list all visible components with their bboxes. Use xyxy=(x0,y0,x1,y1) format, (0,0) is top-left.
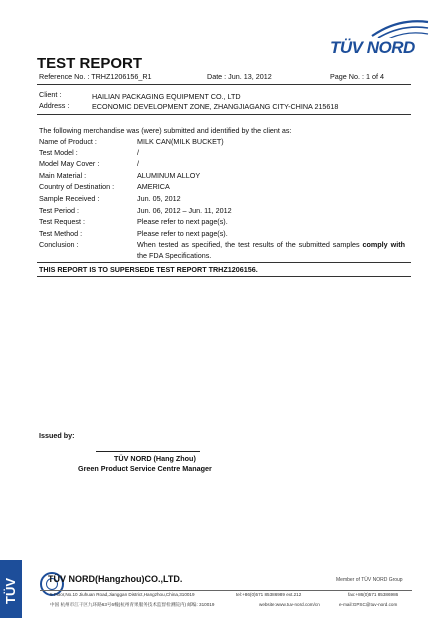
footer-member: Member of TÜV NORD Group xyxy=(336,577,403,583)
conclusion-part: the FDA Specifications. xyxy=(137,250,212,260)
field-value: / xyxy=(137,159,139,168)
client-label: Client : xyxy=(39,90,62,99)
field-value: Jun. 06, 2012 – Jun. 11, 2012 xyxy=(137,206,232,215)
footer-divider xyxy=(40,590,412,591)
client-value: HAILIAN PACKAGING EQUIPMENT CO., LTD xyxy=(92,92,241,101)
field-label: Test Request : xyxy=(39,217,85,226)
footer-address-cn: 中国 杭州市江干区九环路63号6幢(杭州青果服务技术监督检测院内) 邮编: 310019 xyxy=(50,602,215,607)
footer-address-en: 5 Floor,No.10 Jiuhuan Road,Jianggan District,Hangzhou,China,310019 xyxy=(50,592,195,597)
footer-company: TÜV NORD(Hangzhou)CO.,LTD. xyxy=(48,574,183,584)
side-logo-text: TÜV xyxy=(3,578,18,604)
field-label: Main Material : xyxy=(39,171,87,180)
field-label: Name of Product : xyxy=(39,137,97,146)
divider xyxy=(37,84,411,85)
conclusion-text xyxy=(137,240,405,261)
reference-number: Reference No. : TRHZ1206156_R1 xyxy=(39,72,152,81)
field-value: Jun. 05, 2012 xyxy=(137,194,181,203)
field-label: Test Method : xyxy=(39,229,83,238)
signature-line xyxy=(96,451,200,452)
address-label: Address : xyxy=(39,101,70,110)
report-date: Date : Jun. 13, 2012 xyxy=(207,72,272,81)
field-label: Country of Destination : xyxy=(39,182,115,191)
conclusion-emphasis: comply with xyxy=(362,240,405,249)
field-value: / xyxy=(137,148,139,157)
field-label: Test Model : xyxy=(39,148,78,157)
conclusion-part: When tested as specified, the test results of the submitted samples xyxy=(137,240,363,249)
footer-email: e-mail:GPSC@tuv-nord.com xyxy=(339,602,398,607)
issuer-position: Green Product Service Centre Manager xyxy=(78,464,212,473)
logo-text: TÜV NORD xyxy=(330,38,415,57)
field-label: Model May Cover : xyxy=(39,159,100,168)
field-value: MILK CAN(MILK BUCKET) xyxy=(137,137,224,146)
supersede-note: THIS REPORT IS TO SUPERSEDE TEST REPORT TRHZ1206156. xyxy=(39,265,258,274)
field-label: Sample Received : xyxy=(39,194,100,203)
divider xyxy=(37,276,411,277)
issuer-org: TÜV NORD (Hang Zhou) xyxy=(114,454,196,463)
footer-fax: fax:+86(0)571 85386986 xyxy=(348,592,399,597)
field-value: ALUMINUM ALLOY xyxy=(137,171,201,180)
field-value: Please refer to next page(s). xyxy=(137,217,228,226)
field-value: Please refer to next page(s). xyxy=(137,229,228,238)
field-label: Test Period : xyxy=(39,206,79,215)
footer-tel: tel:+86(0)571 85386989 ext.212 xyxy=(236,592,302,597)
field-value: AMERICA xyxy=(137,182,170,191)
intro-text: The following merchandise was (were) submitted and identified by the client as: xyxy=(39,126,292,135)
tuv-nord-logo xyxy=(330,18,430,58)
conclusion-label: Conclusion : xyxy=(39,240,79,249)
footer-website: website:www.tuv-nord.com/cn xyxy=(259,602,320,607)
tuv-side-logo xyxy=(0,560,22,618)
logo-arc-icon xyxy=(368,14,437,38)
divider xyxy=(37,114,411,115)
issued-by-label: Issued by: xyxy=(39,431,75,440)
report-title: TEST REPORT xyxy=(37,55,143,72)
page-number: Page No. : 1 of 4 xyxy=(330,72,384,81)
divider xyxy=(37,262,411,263)
address-value: ECONOMIC DEVELOPMENT ZONE, ZHANGJIAGANG CITY-CHINA 215618 xyxy=(92,102,339,111)
